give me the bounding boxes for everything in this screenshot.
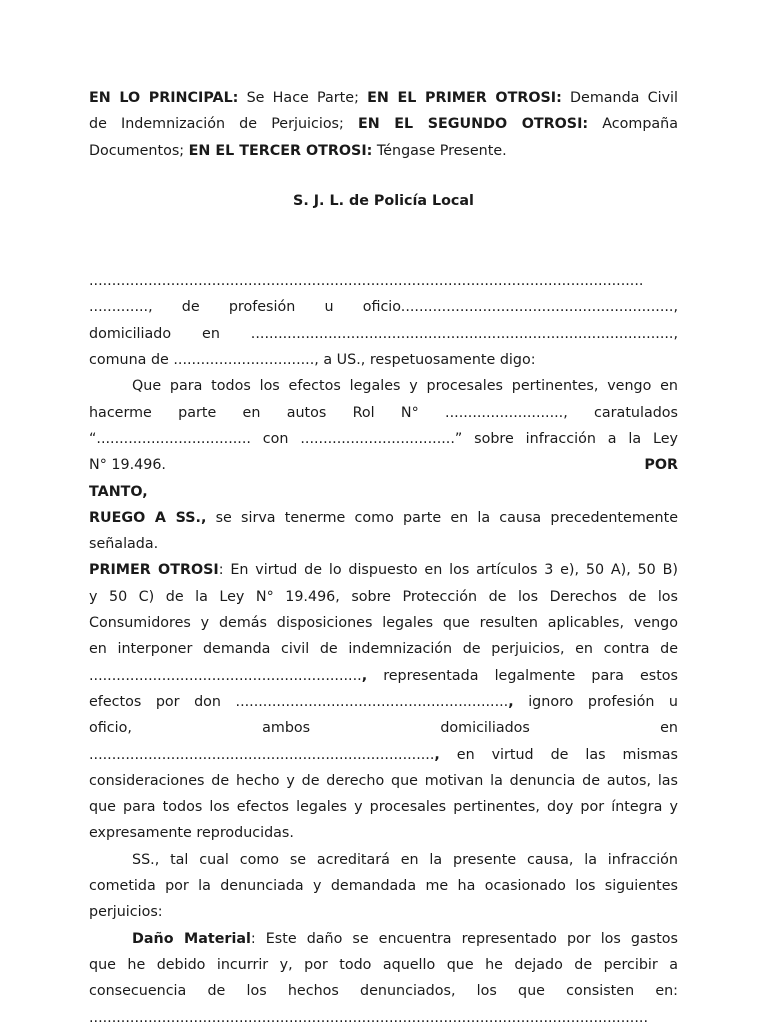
otrosi-line-1 <box>89 557 678 583</box>
ruego-heading: RUEGO A SS., <box>89 509 207 526</box>
principal-line-4 <box>89 452 678 478</box>
dano-material-section <box>89 926 678 1031</box>
otrosi-line-3: Consumidores y demás disposiciones legales que resulten aplicables, vengo <box>89 615 678 632</box>
sumilla-segundo-otrosi-text: Acompaña <box>588 116 678 133</box>
ss-line-2: cometida por la denunciada y demandada me ha ocasionado los siguientes <box>89 878 678 895</box>
principal-line-1: Que para todos los efectos legales y procesales pertinentes, vengo en <box>132 378 678 395</box>
dano-line-3: consecuencia de los hechos denunciados, los que consisten en: <box>89 983 678 1000</box>
otrosi-line-7: oficio, ambos domiciliados en <box>89 720 678 737</box>
intro-line-2: ............., de profesión u oficio............................................................, <box>89 299 678 316</box>
intro-line-3: domiciliado en ............................................................................................., <box>89 325 678 342</box>
otrosi-line-6-text-1: efectos por don ............................................................ <box>89 693 509 710</box>
otrosi-line-10: que para todos los efectos legales y procesales pertinentes, doy por íntegra y <box>89 799 678 816</box>
sumilla <box>89 85 678 164</box>
principal-line-2: hacerme parte en autos Rol N° .........................., caratulados <box>89 404 678 421</box>
otrosi-line-6 <box>89 689 678 715</box>
dano-line-2: que he debido incurrir y, por todo aquello que he dejado de percibir a <box>89 956 678 973</box>
sumilla-primer-otrosi-text: Demanda Civil <box>561 90 678 106</box>
dano-material-heading: Daño Material <box>132 930 251 947</box>
otrosi-line-11: expresamente reproducidas. <box>89 825 294 842</box>
otrosi-line-8-comma: , <box>434 746 440 763</box>
otrosi-line-4: en interponer demanda civil de indemnización de perjuicios, en contra de <box>89 641 678 658</box>
otrosi-line-6-text-2: ignoro profesión u <box>513 693 678 710</box>
otrosi-line-2: y 50 C) de la Ley N° 19.496, sobre Protección de los Derechos de los <box>89 588 678 605</box>
principal-section <box>89 373 678 557</box>
sumilla-principal-text: Se Hace Parte; <box>238 90 368 106</box>
dano-line-1 <box>89 926 678 952</box>
dano-line-1-text: : Este daño se encuentra representado por los gastos <box>250 930 678 947</box>
sumilla-principal-heading: EN LO PRINCIPAL: <box>89 90 239 106</box>
ss-line-3: perjuicios: <box>89 904 163 921</box>
sumilla-line-3 <box>89 138 678 164</box>
por-word: POR <box>644 457 678 474</box>
principal-line-5 <box>89 479 678 505</box>
otrosi-line-9: consideraciones de hecho y de derecho que motivan la denuncia de autos, las <box>89 772 678 789</box>
sumilla-line-2 <box>89 111 678 137</box>
sumilla-primer-otrosi-heading: EN EL PRIMER OTROSI: <box>367 90 562 106</box>
principal-line-6 <box>89 505 678 531</box>
otrosi-line-8-dots: ............................................................................ <box>89 746 435 763</box>
ss-paragraph <box>89 847 678 926</box>
otrosi-line-5 <box>89 663 678 689</box>
otrosi-line-5-text: representada legalmente para estos <box>367 667 678 684</box>
ruego-text: se sirva tenerme como parte en la causa precedentemente <box>206 509 678 526</box>
sumilla-segundo-otrosi-heading: EN EL SEGUNDO OTROSI: <box>357 116 589 133</box>
ss-line-1: SS., tal cual como se acreditará en la presente causa, la infracción <box>132 851 678 868</box>
sumilla-tercer-otrosi-text: Téngase Presente. <box>372 142 507 159</box>
document-page <box>89 85 678 1031</box>
law-number: N° 19.496. <box>89 457 166 474</box>
dano-line-4: ........................................................................................................................... <box>89 1009 648 1026</box>
sumilla-line-2-text: de Indemnización de Perjuicios; <box>89 116 358 133</box>
tanto-word: TANTO, <box>89 483 148 500</box>
intro-line-1: .......................................................................................................................... <box>89 273 644 290</box>
otrosi-line-1-text: : En virtud de lo dispuesto en los artículos 3 e), 50 A), 50 B) <box>218 562 678 579</box>
principal-line-7: señalada. <box>89 536 159 553</box>
primer-otrosi-section <box>89 557 678 846</box>
otrosi-line-5-dots: ............................................................ <box>89 667 362 684</box>
intro-section <box>89 268 678 373</box>
intro-line-4: comuna de ..............................., a US., respetuosamente digo: <box>89 352 536 369</box>
otrosi-line-6-comma: , <box>508 693 514 710</box>
otrosi-line-5-comma: , <box>361 667 368 684</box>
primer-otrosi-heading: PRIMER OTROSI <box>89 562 219 579</box>
court-heading: S. J. L. de Policía Local <box>293 192 474 209</box>
sumilla-line-3-text: Documentos; <box>89 142 189 159</box>
sumilla-line-1 <box>89 85 678 111</box>
sumilla-tercer-otrosi-heading: EN EL TERCER OTROSI: <box>188 142 373 159</box>
otrosi-line-8-text: en virtud de las mismas <box>439 746 678 763</box>
otrosi-line-8 <box>89 742 678 768</box>
principal-line-3: “.................................. con ..................................” sobre infracción a la Ley <box>89 430 678 447</box>
